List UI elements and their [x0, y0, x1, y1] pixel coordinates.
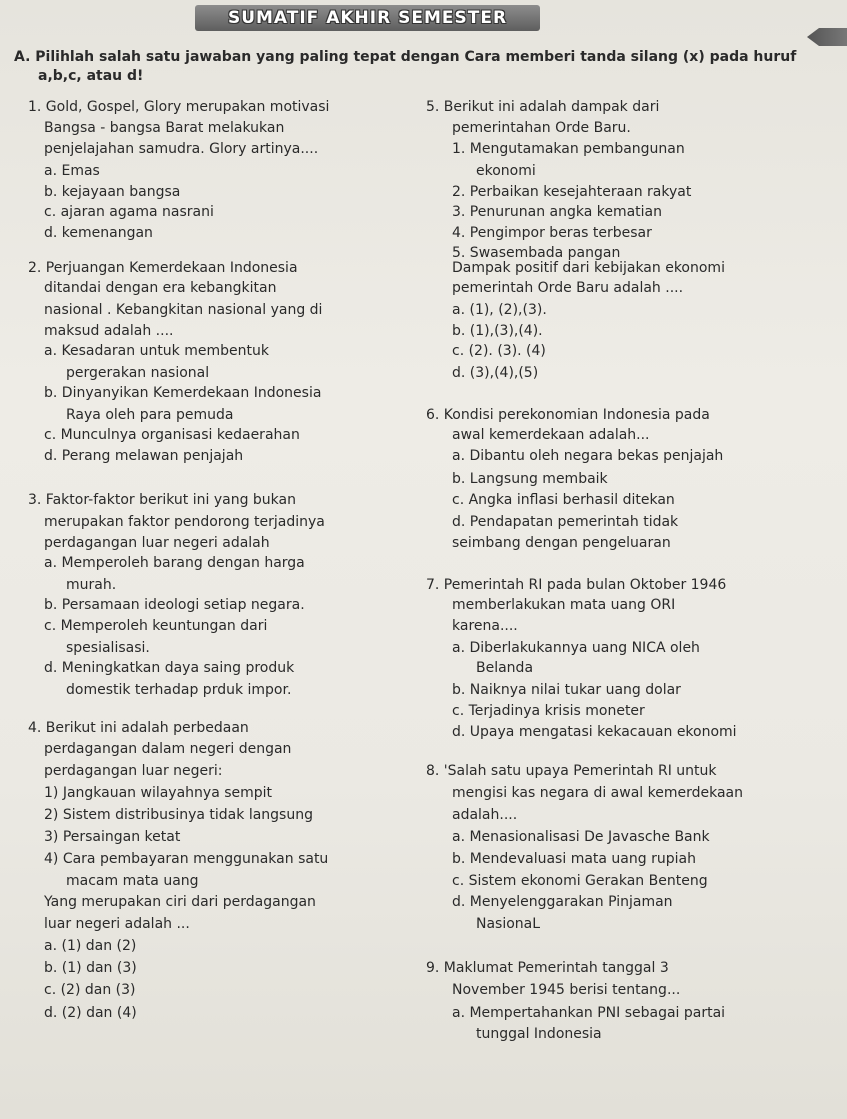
left-column-line: b. kejayaan bangsa [44, 184, 181, 200]
left-column-line: nasional . Kebangkitan nasional yang di [44, 302, 323, 318]
right-column-line: a. Mempertahankan PNI sebagai partai [452, 1005, 726, 1021]
right-column-line: 5. Swasembada pangan [452, 245, 621, 261]
left-column-line: b. Persamaan ideologi setiap negara. [44, 597, 305, 613]
right-column-line: d. Upaya mengatasi kekacauan ekonomi [452, 724, 737, 740]
left-column-line: pergerakan nasional [66, 365, 210, 381]
left-column-line: spesialisasi. [66, 640, 150, 656]
right-column-line: 8. 'Salah satu upaya Pemerintah RI untuk [426, 763, 717, 779]
right-column-line: 4. Pengimpor beras terbesar [452, 225, 652, 241]
left-column-line: b. (1) dan (3) [44, 960, 137, 976]
right-column-line: a. Diberlakukannya uang NICA oleh [452, 640, 700, 656]
right-column-line: awal kemerdekaan adalah... [452, 427, 650, 443]
right-column-line: seimbang dengan pengeluaran [452, 535, 671, 551]
right-column-line: pemerintahan Orde Baru. [452, 120, 631, 136]
right-column-line: 2. Perbaikan kesejahteraan rakyat [452, 184, 692, 200]
left-column-line: c. Munculnya organisasi kedaerahan [44, 427, 300, 443]
left-column-line: 1. Gold, Gospel, Glory merupakan motivasi [28, 99, 330, 115]
right-column-line: b. Langsung membaik [452, 471, 608, 487]
left-column-line: a. (1) dan (2) [44, 938, 137, 954]
left-column-line: Yang merupakan ciri dari perdagangan [44, 894, 316, 910]
right-column-line: 7. Pemerintah RI pada bulan Oktober 1946 [426, 577, 727, 593]
right-column-line: tunggal Indonesia [476, 1026, 602, 1042]
left-column-line: perdagangan luar negeri: [44, 763, 223, 779]
right-column-line: Dampak positif dari kebijakan ekonomi [452, 260, 725, 276]
left-column-line: penjelajahan samudra. Glory artinya.... [44, 141, 319, 157]
right-column-line: karena.... [452, 618, 518, 634]
left-column-line: domestik terhadap prduk impor. [66, 682, 292, 698]
right-column-line: b. Naiknya nilai tukar uang dolar [452, 682, 681, 698]
page-title: SUMATIF AKHIR SEMESTER [227, 8, 508, 28]
left-column-line: a. Kesadaran untuk membentuk [44, 343, 269, 359]
left-column-line: c. (2) dan (3) [44, 982, 136, 998]
left-column-line: 4) Cara pembayaran menggunakan satu [44, 851, 329, 867]
right-column-line: pemerintah Orde Baru adalah .... [452, 280, 684, 296]
right-column-line: a. Dibantu oleh negara bekas penjajah [452, 448, 724, 464]
right-column-line: adalah.... [452, 807, 518, 823]
right-column-line: a. (1), (2),(3). [452, 302, 547, 318]
left-column-line: c. ajaran agama nasrani [44, 204, 214, 220]
right-column-line: c. (2). (3). (4) [452, 343, 546, 359]
right-column-line: c. Terjadinya krisis moneter [452, 703, 645, 719]
right-column-line: November 1945 berisi tentang... [452, 982, 681, 998]
left-column-line: c. Memperoleh keuntungan dari [44, 618, 268, 634]
left-column-line: perdagangan dalam negeri dengan [44, 741, 292, 757]
right-column-line: 1. Mengutamakan pembangunan [452, 141, 685, 157]
right-column-line: 3. Penurunan angka kematian [452, 204, 663, 220]
left-column-line: 4. Berikut ini adalah perbedaan [28, 720, 249, 736]
left-column-line: d. Perang melawan penjajah [44, 448, 244, 464]
left-column-line: Raya oleh para pemuda [66, 407, 234, 423]
left-column-line: perdagangan luar negeri adalah [44, 535, 270, 551]
title-banner [195, 5, 540, 31]
right-column-line: 9. Maklumat Pemerintah tanggal 3 [426, 960, 669, 976]
left-column-line: d. Meningkatkan daya saing produk [44, 660, 295, 676]
left-column-line: ditandai dengan era kebangkitan [44, 280, 277, 296]
left-column-line: murah. [66, 577, 117, 593]
pencil-icon [807, 28, 847, 46]
left-column-line: a. Memperoleh barang dengan harga [44, 555, 305, 571]
right-column-line: 6. Kondisi perekonomian Indonesia pada [426, 407, 710, 423]
left-column-line: luar negeri adalah ... [44, 916, 190, 932]
right-column-line: b. (1),(3),(4). [452, 323, 543, 339]
right-column-line: 5. Berikut ini adalah dampak dari [426, 99, 660, 115]
left-column-line: macam mata uang [66, 873, 199, 889]
right-column-line: d. Menyelenggarakan Pinjaman [452, 894, 673, 910]
left-column-line: 3. Faktor-faktor berikut ini yang bukan [28, 492, 296, 508]
left-column-line: a. Emas [44, 163, 100, 179]
left-column-line: 3) Persaingan ketat [44, 829, 181, 845]
right-column-line: c. Angka inflasi berhasil ditekan [452, 492, 675, 508]
left-column-line: d. kemenangan [44, 225, 153, 241]
right-column-line: ekonomi [476, 163, 536, 179]
instruction-line-1: A. Pilihlah salah satu jawaban yang paling tepat dengan Cara memberi tanda silang (x) pada huruf [14, 49, 797, 65]
right-column-line: d. (3),(4),(5) [452, 365, 539, 381]
right-column-line: Belanda [476, 660, 534, 676]
left-column-line: Bangsa - bangsa Barat melakukan [44, 120, 285, 136]
left-column-line: maksud adalah .... [44, 323, 174, 339]
right-column-line: memberlakukan mata uang ORI [452, 597, 676, 613]
left-column-line: 2. Perjuangan Kemerdekaan Indonesia [28, 260, 298, 276]
right-column-line: mengisi kas negara di awal kemerdekaan [452, 785, 744, 801]
left-column-line: 2) Sistem distribusinya tidak langsung [44, 807, 313, 823]
left-column-line: merupakan faktor pendorong terjadinya [44, 514, 325, 530]
left-column-line: d. (2) dan (4) [44, 1005, 137, 1021]
right-column-line: c. Sistem ekonomi Gerakan Benteng [452, 873, 708, 889]
right-column-line: b. Mendevaluasi mata uang rupiah [452, 851, 696, 867]
left-column-line: b. Dinyanyikan Kemerdekaan Indonesia [44, 385, 322, 401]
right-column-line: d. Pendapatan pemerintah tidak [452, 514, 679, 530]
right-column-line: a. Menasionalisasi De Javasche Bank [452, 829, 710, 845]
instruction-line-2: a,b,c, atau d! [38, 68, 144, 84]
left-column-line: 1) Jangkauan wilayahnya sempit [44, 785, 273, 801]
right-column-line: NasionaL [476, 916, 541, 932]
